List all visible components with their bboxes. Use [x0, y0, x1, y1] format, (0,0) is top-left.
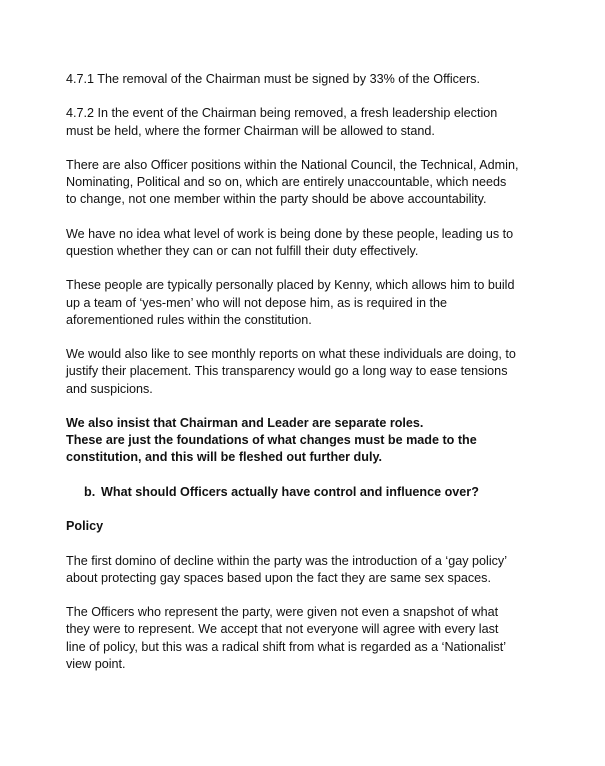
- monthly-reports-paragraph: We would also like to see monthly reports on what these individuals are doing, to justify their placement. This transparency would go a long way to ease tensions and suspicions.: [66, 347, 516, 396]
- level-of-work-paragraph: We have no idea what level of work is being done by these people, leading us to question whether they can or can not fulfill their duty effectively.: [66, 226, 514, 258]
- section-b-title: What should Officers actually have control and influence over?: [101, 484, 479, 499]
- paragraph-spacer: [66, 329, 556, 346]
- paragraph-spacer: [66, 587, 556, 604]
- policy-heading: Policy: [66, 519, 104, 534]
- clause-4-7-1: 4.7.1 The removal of the Chairman must be signed by 33% of the Officers.: [66, 72, 480, 86]
- section-b-marker: b.: [84, 484, 96, 499]
- gay-policy-paragraph: The first domino of decline within the party was the introduction of a ‘gay policy’ about protecting gay spaces based upon the fact they are same sex spaces.: [66, 553, 508, 585]
- paragraph-spacer: [66, 467, 556, 484]
- officer-positions-paragraph: There are also Officer positions within the National Council, the Technical, Admin, Nominating, Political and so on, which are entirely unaccountable, which needs to change, not one member within the party should be above accountability.: [66, 157, 519, 207]
- paragraph-spacer: [66, 501, 556, 518]
- paragraph-spacer: [66, 535, 556, 552]
- clause-4-7-2: 4.7.2 In the event of the Chairman being removed, a fresh leadership election must be held, where the former Chairman will be allowed to stand.: [66, 106, 498, 138]
- document-body: [66, 71, 556, 673]
- yes-men-paragraph: These people are typically personally placed by Kenny, which allows him to build up a team of ‘yes-men’ who will not depose him, as is required in the aforementioned rules within the constitution.: [66, 278, 515, 327]
- paragraph-spacer: [66, 88, 556, 105]
- paragraph-spacer: [66, 209, 556, 226]
- paragraph-spacer: [66, 140, 556, 157]
- paragraph-spacer: [66, 398, 556, 415]
- officers-represent-paragraph: The Officers who represent the party, were given not even a snapshot of what they were to represent. We accept that not everyone will agree with every last line of policy, but this was a radical shift from what is regarded as a ‘Nationalist’ view point.: [66, 605, 507, 671]
- section-b-heading: [66, 484, 556, 501]
- paragraph-spacer: [66, 260, 556, 277]
- separate-roles-statement: We also insist that Chairman and Leader are separate roles. These are just the foundations of what changes must be made to the constitution, and this will be fleshed out further duly.: [66, 415, 477, 465]
